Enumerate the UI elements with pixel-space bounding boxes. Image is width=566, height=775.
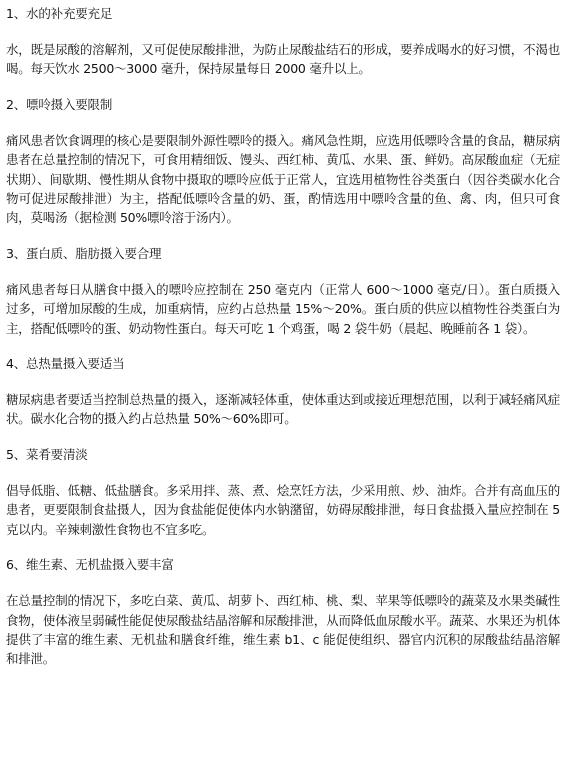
section-purine	[6, 97, 560, 228]
section-title: 2、嘌呤摄入要限制	[6, 96, 113, 112]
section-paragraph: 痛风患者每日从膳食中摄入的嘌呤应控制在 250 毫克内（正常人 600～1000 毫克/日）。蛋白质摄入过多，可增加尿酸的生成，加重病情，应约占总热量 15%～20%。蛋白质的供应以植物性谷类蛋白为主，搭配低嘌呤的蛋、奶动物性蛋白。每天可吃 1 个鸡蛋，喝 2 袋牛奶（晨起、晚睡前各 1 袋）。	[6, 281, 560, 336]
section-vitamins-minerals	[6, 557, 560, 669]
section-paragraph: 倡导低脂、低糖、低盐膳食。多采用拌、蒸、煮、烩烹饪方法，少采用煎、炒、油炸。合并有高血压的患者，更要限制食盐摄人，因为食盐能促使体内水钠潴留，妨碍尿酸排泄，每日食盐摄入量应控制在 5 克以内。辛辣刺激性食物也不宜多吃。	[6, 482, 560, 537]
section-light-dishes	[6, 447, 560, 539]
section-paragraph: 水，既是尿酸的溶解剂，又可促使尿酸排泄，为防止尿酸盐结石的形成，要养成喝水的好习惯，不渴也喝。每天饮水 2500～3000 毫升，保持尿量每日 2000 毫升以上。	[6, 42, 560, 77]
section-title: 4、总热量摄入要适当	[6, 356, 125, 372]
section-protein-fat	[6, 246, 560, 338]
section-water	[6, 6, 560, 79]
section-total-calories	[6, 356, 560, 429]
section-title: 5、菜肴要清淡	[6, 446, 88, 462]
section-paragraph: 糖尿病患者要适当控制总热量的摄入，逐渐减轻体重，使体重达到或接近理想范围，以利于减轻痛风症状。碳水化合物的摄入约占总热量 50%～60%即可。	[6, 392, 560, 427]
section-paragraph: 在总量控制的情况下，多吃白菜、黄瓜、胡萝卜、西红柿、桃、梨、苹果等低嘌呤的蔬菜及水果类碱性食物，使体液呈弱碱性能促使尿酸盐结晶溶解和尿酸排泄，从而降低血尿酸水平。蔬菜、水果还为机体提供了丰富的维生素、无机盐和膳食纤维，维生素 b1、c 能促使组织、器官内沉积的尿酸盐结晶溶解和排泄。	[6, 593, 560, 667]
section-title: 6、维生素、无机盐摄入要丰富	[6, 557, 174, 573]
section-paragraph: 痛风患者饮食调理的核心是要限制外源性嘌呤的摄入。痛风急性期，应选用低嘌呤含量的食品，糖尿病患者在总量控制的情况下，可食用精细饭、馒头、西红柿、黄瓜、水果、蛋、鲜奶。高尿酸血症（无症状期）、间歇期、慢性期从食物中摄取的嘌呤应低于正常人，宜选用植物性谷类蛋白（因谷类碳水化合物可促进尿酸排泄）为主，搭配低嘌呤含量的奶、蛋，酌情选用中嘌呤含量的鱼、禽、肉，但只可食肉，莫喝汤（据检测 50%嘌呤溶于汤内）。	[6, 132, 560, 226]
section-title: 1、水的补充要充足	[6, 6, 113, 21]
section-title: 3、蛋白质、脂肪摄入要合理	[6, 245, 162, 261]
